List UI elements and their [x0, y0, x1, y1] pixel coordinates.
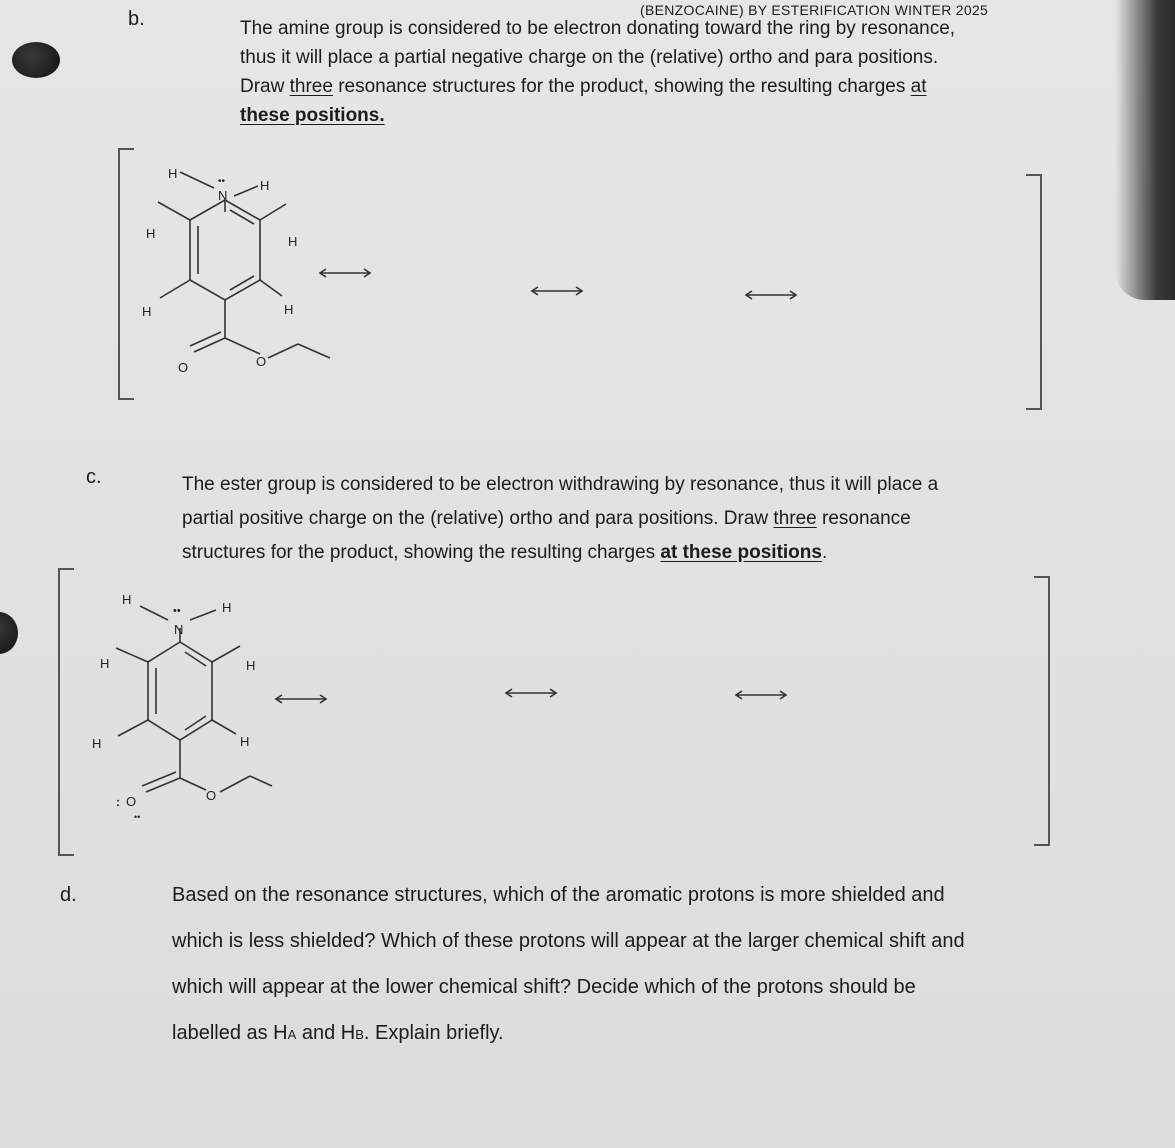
- part-b-line-3: Draw three resonance structures for the product, showing the resulting charges at: [240, 76, 927, 97]
- resonance-arrow-b2: [528, 284, 588, 298]
- resonance-arrow-c2: [502, 686, 562, 700]
- struct-b-h-ring1: H: [146, 226, 156, 241]
- struct-c-h-n1: H: [122, 592, 132, 607]
- struct-b-lone-pair: ••: [218, 176, 226, 187]
- benzocaine-structure-c: [60, 580, 320, 840]
- part-c-line-3: structures for the product, showing the resulting charges at these positions.: [182, 542, 828, 563]
- part-d-text: [172, 872, 1112, 1058]
- part-b-line-1: The amine group is considered to be electron donating toward the ring by resonance,: [240, 18, 956, 39]
- page-edge-shadow: [1115, 0, 1175, 300]
- struct-c-lone-pair-o2: ••: [134, 812, 141, 822]
- emphasis-at: at: [910, 76, 927, 97]
- struct-c-h-ring4: H: [240, 734, 250, 749]
- part-c-text: [182, 468, 1062, 570]
- part-c-label: c.: [86, 466, 102, 488]
- bracket-left-b: [118, 148, 134, 400]
- struct-b-h-n2: H: [260, 178, 270, 193]
- struct-c-h-ring1: H: [100, 656, 110, 671]
- binder-hole-top: [12, 42, 60, 78]
- resonance-arrow-b3: [742, 288, 802, 302]
- emphasis-three: three: [289, 76, 333, 97]
- struct-c-h-n2: H: [222, 600, 232, 615]
- struct-b-h-ring4: H: [284, 302, 294, 317]
- struct-c-o-ether: O: [206, 788, 217, 803]
- struct-c-lone-pair: ••: [173, 605, 181, 617]
- resonance-arrow-b1: [316, 266, 376, 280]
- part-d-line-2: which is less shielded? Which of these protons will appear at the larger chemical shift and: [172, 930, 965, 952]
- struct-b-h-n1: H: [168, 166, 178, 181]
- bracket-left-c: [58, 568, 74, 856]
- resonance-arrow-c1: [272, 692, 332, 706]
- bracket-right-b: [1026, 174, 1042, 410]
- page-header: (BENZOCAINE) BY ESTERIFICATION WINTER 2025: [640, 2, 989, 18]
- struct-c-h-ring3: H: [92, 736, 102, 751]
- struct-b-atom-n: N: [218, 188, 228, 203]
- part-d-line-3: which will appear at the lower chemical shift? Decide which of the protons should be: [172, 976, 916, 998]
- part-c-line-2: partial positive charge on the (relative) ortho and para positions. Draw three resonance: [182, 508, 911, 529]
- part-b-label: b.: [128, 8, 145, 30]
- bracket-right-c: [1034, 576, 1050, 846]
- struct-b-o-ether: O: [256, 354, 267, 369]
- part-c-line-1: The ester group is considered to be electron withdrawing by resonance, thus it will place a: [182, 474, 939, 495]
- struct-c-h-ring2: H: [246, 658, 256, 673]
- part-d-label: d.: [60, 884, 77, 906]
- part-b-line-2: thus it will place a partial negative charge on the (relative) ortho and para positions.: [240, 47, 939, 68]
- part-b-text: [240, 14, 1040, 130]
- struct-c-o-carbonyl: O: [126, 794, 137, 809]
- struct-b-o-carbonyl: O: [178, 360, 189, 375]
- resonance-arrow-c3: [732, 688, 792, 702]
- struct-c-atom-n: N: [174, 622, 184, 637]
- struct-c-lone-pair-o1: :: [116, 795, 120, 809]
- part-d-line-1: Based on the resonance structures, which of the aromatic protons is more shielded and: [172, 884, 945, 906]
- struct-b-h-ring3: H: [142, 304, 152, 319]
- struct-b-h-ring2: H: [288, 234, 298, 249]
- part-b-line-4: these positions.: [240, 105, 385, 126]
- part-d-line-4: labelled as HA and HB. Explain briefly.: [172, 1022, 504, 1044]
